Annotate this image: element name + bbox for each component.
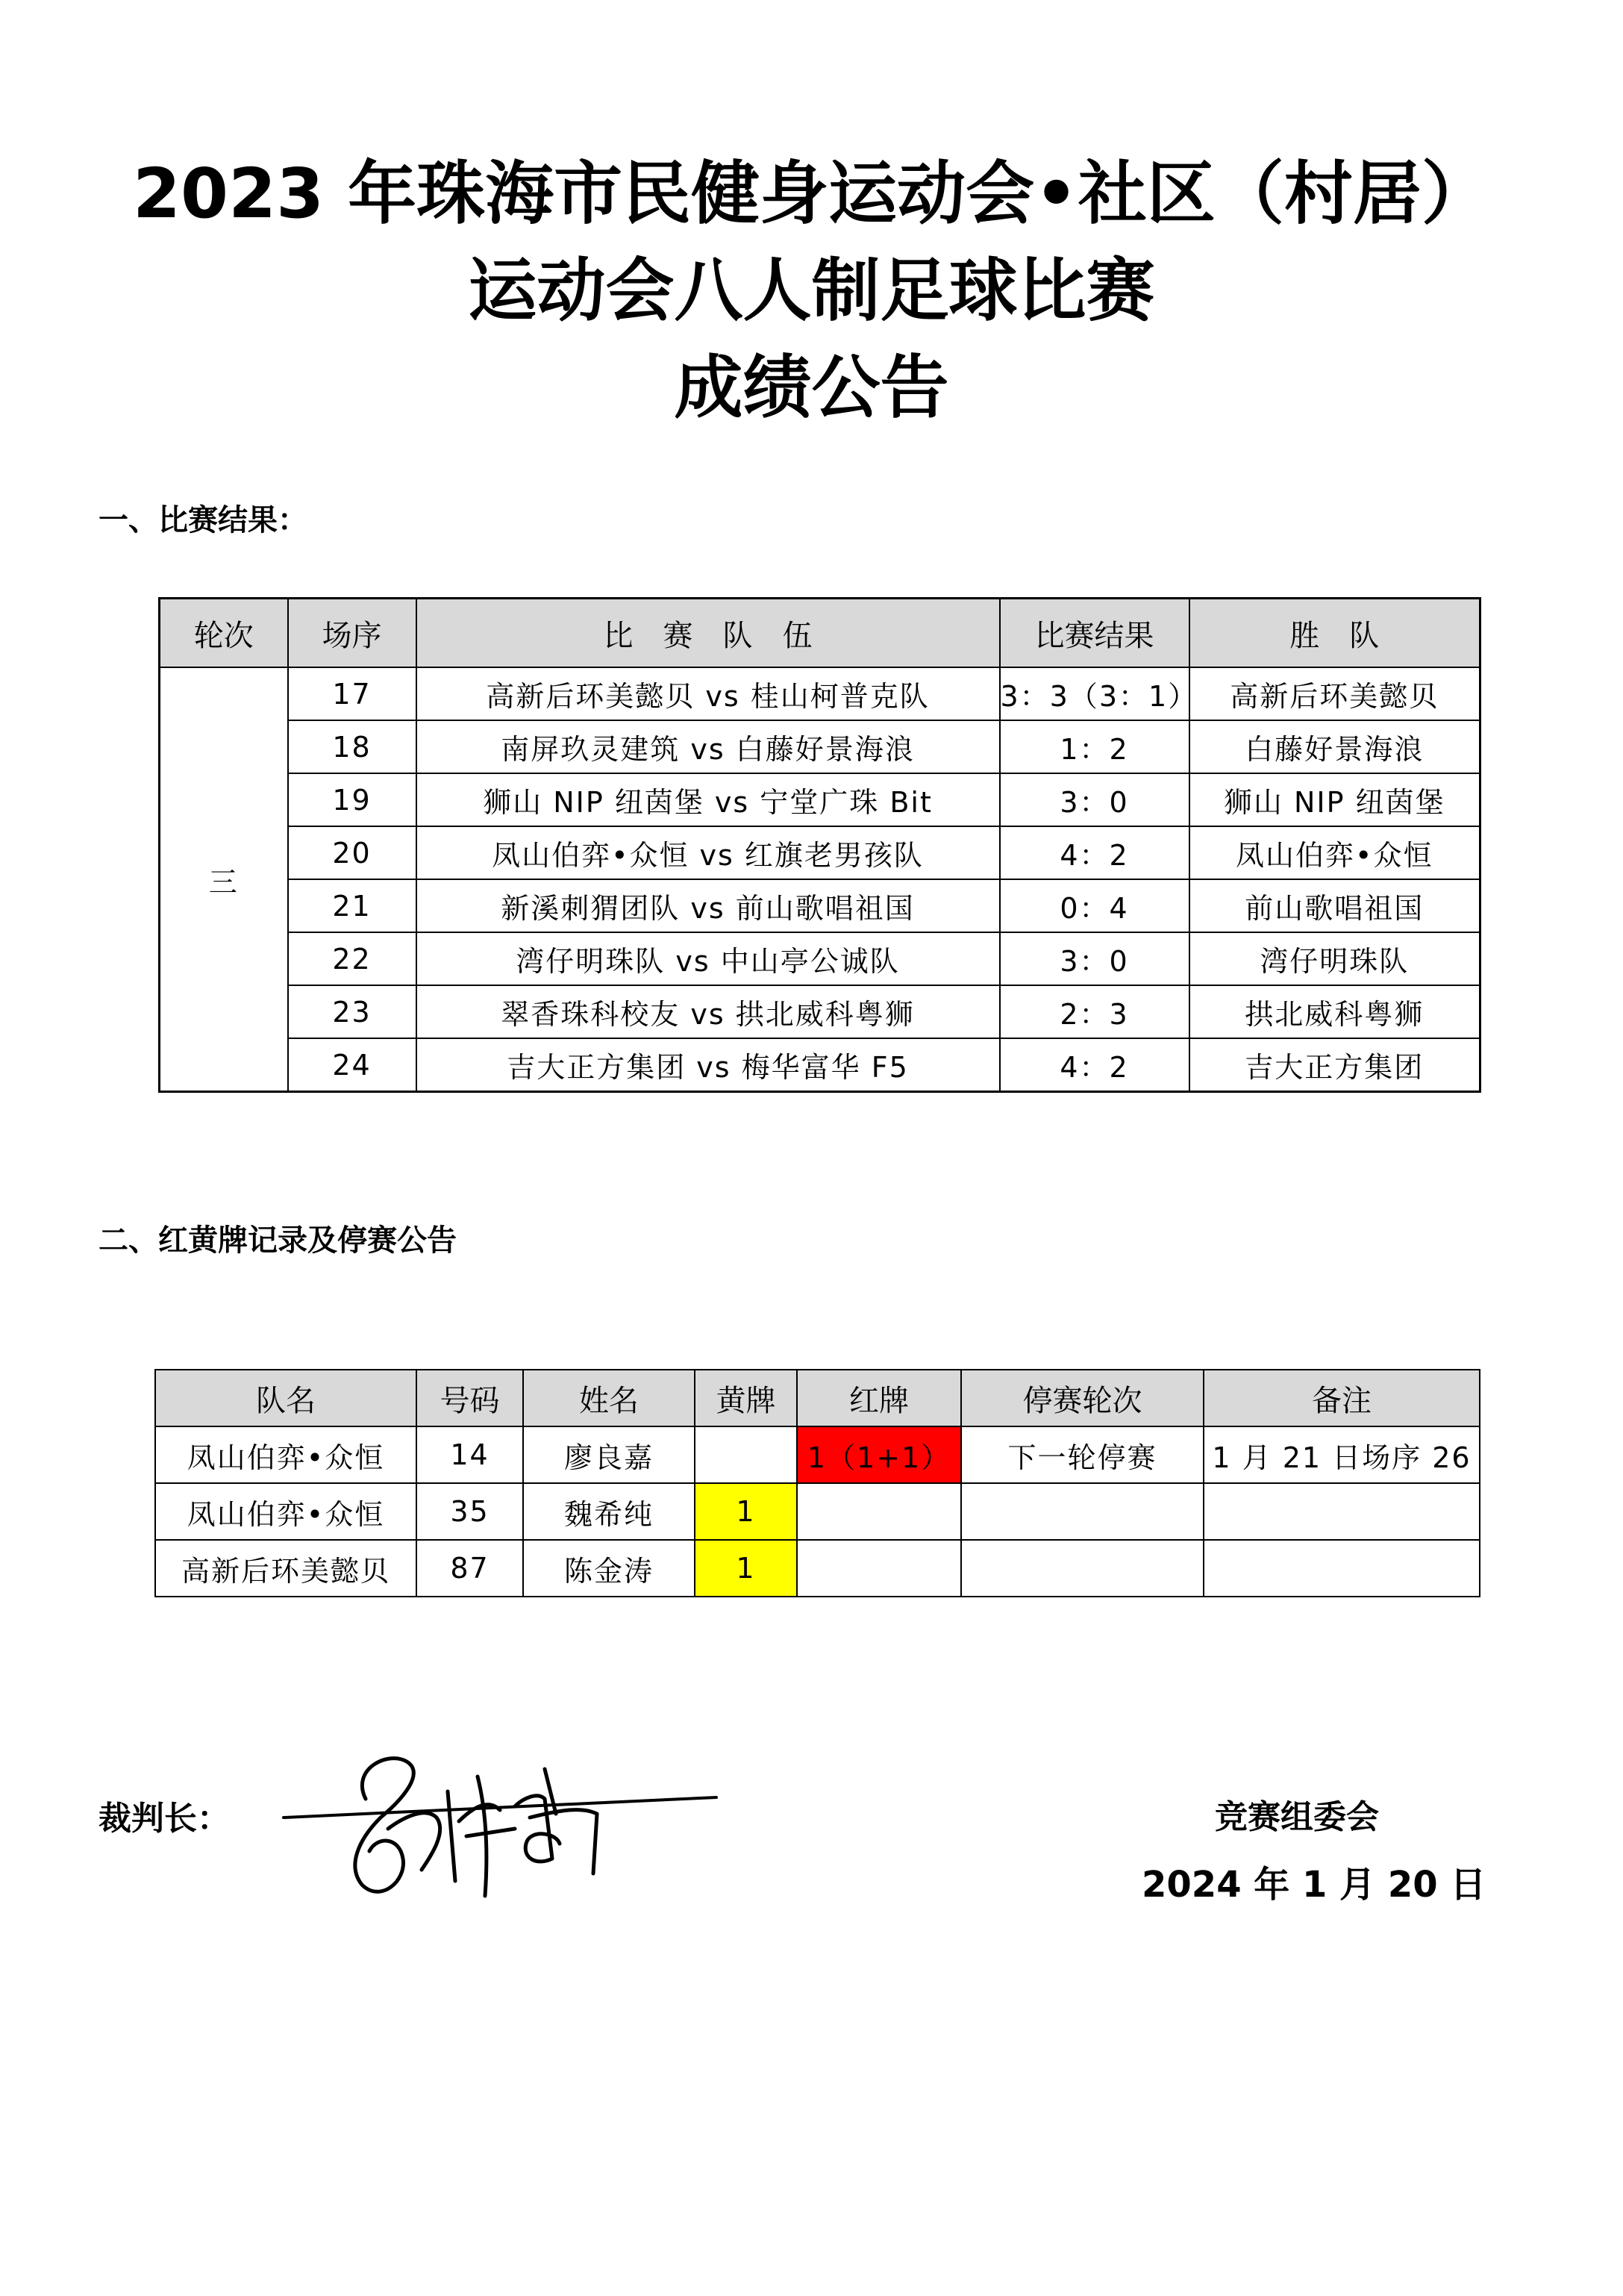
red-cell [797, 1483, 961, 1540]
order-cell: 24 [288, 1038, 416, 1092]
referee-label: 裁判长： [98, 1800, 230, 1838]
team-cell: 凤山伯弈•众恒 [155, 1483, 416, 1540]
yellow-cell [695, 1426, 797, 1483]
winner-cell: 拱北威科粤狮 [1189, 985, 1480, 1038]
winner-cell: 凤山伯弈•众恒 [1189, 826, 1480, 879]
team-cell: 高新后环美懿贝 [155, 1540, 416, 1597]
result-cell: 4：2 [1000, 1038, 1189, 1092]
winner-cell: 前山歌唱祖国 [1189, 879, 1480, 932]
winner-cell: 狮山 NIP 纽茵堡 [1189, 773, 1480, 826]
red-card-cell: 1（1+1） [797, 1426, 961, 1483]
referee-signature [276, 1747, 724, 1911]
result-cell: 3：0 [1000, 932, 1189, 985]
table-row [160, 932, 1480, 985]
committee-signature: 竞赛组委会 [1215, 1798, 1379, 1836]
page-title-line-2: 运动会八人制足球比赛 [468, 251, 1155, 331]
name-cell: 廖良嘉 [523, 1426, 695, 1483]
note-cell: 1 月 21 日场序 26 [1204, 1426, 1480, 1483]
table-row [160, 720, 1480, 773]
table-row [155, 1426, 1480, 1483]
yellow-card-cell: 1 [695, 1540, 797, 1597]
result-cell: 0：4 [1000, 879, 1189, 932]
teams-cell: 翠香珠科校友 vs 拱北威科粤狮 [416, 985, 1000, 1038]
order-cell: 22 [288, 932, 416, 985]
team-cell: 凤山伯弈•众恒 [155, 1426, 416, 1483]
order-cell: 21 [288, 879, 416, 932]
header-yellow: 黄牌 [695, 1370, 797, 1426]
section-heading-results: 一、比赛结果： [98, 503, 307, 537]
table-row [155, 1483, 1480, 1540]
cards-header-row [155, 1370, 1480, 1426]
teams-cell: 新溪刺猬团队 vs 前山歌唱祖国 [416, 879, 1000, 932]
order-cell: 17 [288, 667, 416, 720]
teams-cell: 高新后环美懿贝 vs 桂山柯普克队 [416, 667, 1000, 720]
order-cell: 18 [288, 720, 416, 773]
winner-cell: 高新后环美懿贝 [1189, 667, 1480, 720]
note-cell [1204, 1540, 1480, 1597]
header-note: 备注 [1204, 1370, 1480, 1426]
suspension-cell: 下一轮停赛 [961, 1426, 1204, 1483]
winner-cell: 湾仔明珠队 [1189, 932, 1480, 985]
teams-cell: 凤山伯弈•众恒 vs 红旗老男孩队 [416, 826, 1000, 879]
teams-cell: 吉大正方集团 vs 梅华富华 F5 [416, 1038, 1000, 1092]
result-cell: 2：3 [1000, 985, 1189, 1038]
header-teams: 比 赛 队 伍 [416, 599, 1000, 668]
order-cell: 23 [288, 985, 416, 1038]
table-row [160, 879, 1480, 932]
header-round: 轮次 [160, 599, 288, 668]
announcement-date: 2024 年 1 月 20 日 [1142, 1864, 1486, 1906]
table-row [160, 667, 1480, 720]
table-row [160, 773, 1480, 826]
order-cell: 19 [288, 773, 416, 826]
result-cell: 3：3（3：1） [1000, 667, 1189, 720]
header-number: 号码 [416, 1370, 523, 1426]
note-cell [1204, 1483, 1480, 1540]
results-table [158, 597, 1481, 1093]
round-cell: 三 [160, 667, 288, 1092]
result-cell: 3：0 [1000, 773, 1189, 826]
result-cell: 4：2 [1000, 826, 1189, 879]
name-cell: 魏希纯 [523, 1483, 695, 1540]
table-row [160, 1038, 1480, 1092]
order-cell: 20 [288, 826, 416, 879]
header-order: 场序 [288, 599, 416, 668]
number-cell: 35 [416, 1483, 523, 1540]
cards-table [154, 1369, 1480, 1597]
result-cell: 1：2 [1000, 720, 1189, 773]
page-title-line-1: 2023 年珠海市民健身运动会•社区（村居） [133, 154, 1490, 234]
section-heading-cards: 二、红黄牌记录及停赛公告 [98, 1223, 457, 1258]
header-team: 队名 [155, 1370, 416, 1426]
suspension-cell [961, 1540, 1204, 1597]
header-red: 红牌 [797, 1370, 961, 1426]
header-name: 姓名 [523, 1370, 695, 1426]
results-header-row [160, 599, 1480, 668]
teams-cell: 湾仔明珠队 vs 中山亭公诚队 [416, 932, 1000, 985]
table-row [160, 826, 1480, 879]
table-row [155, 1540, 1480, 1597]
winner-cell: 吉大正方集团 [1189, 1038, 1480, 1092]
header-winner: 胜 队 [1189, 599, 1480, 668]
yellow-card-cell: 1 [695, 1483, 797, 1540]
suspension-cell [961, 1483, 1204, 1540]
red-cell [797, 1540, 961, 1597]
header-suspension: 停赛轮次 [961, 1370, 1204, 1426]
page-title-line-3: 成绩公告 [674, 348, 949, 428]
teams-cell: 南屏玖灵建筑 vs 白藤好景海浪 [416, 720, 1000, 773]
teams-cell: 狮山 NIP 纽茵堡 vs 宁堂广珠 Bit [416, 773, 1000, 826]
number-cell: 87 [416, 1540, 523, 1597]
name-cell: 陈金涛 [523, 1540, 695, 1597]
winner-cell: 白藤好景海浪 [1189, 720, 1480, 773]
table-row [160, 985, 1480, 1038]
number-cell: 14 [416, 1426, 523, 1483]
header-result: 比赛结果 [1000, 599, 1189, 668]
